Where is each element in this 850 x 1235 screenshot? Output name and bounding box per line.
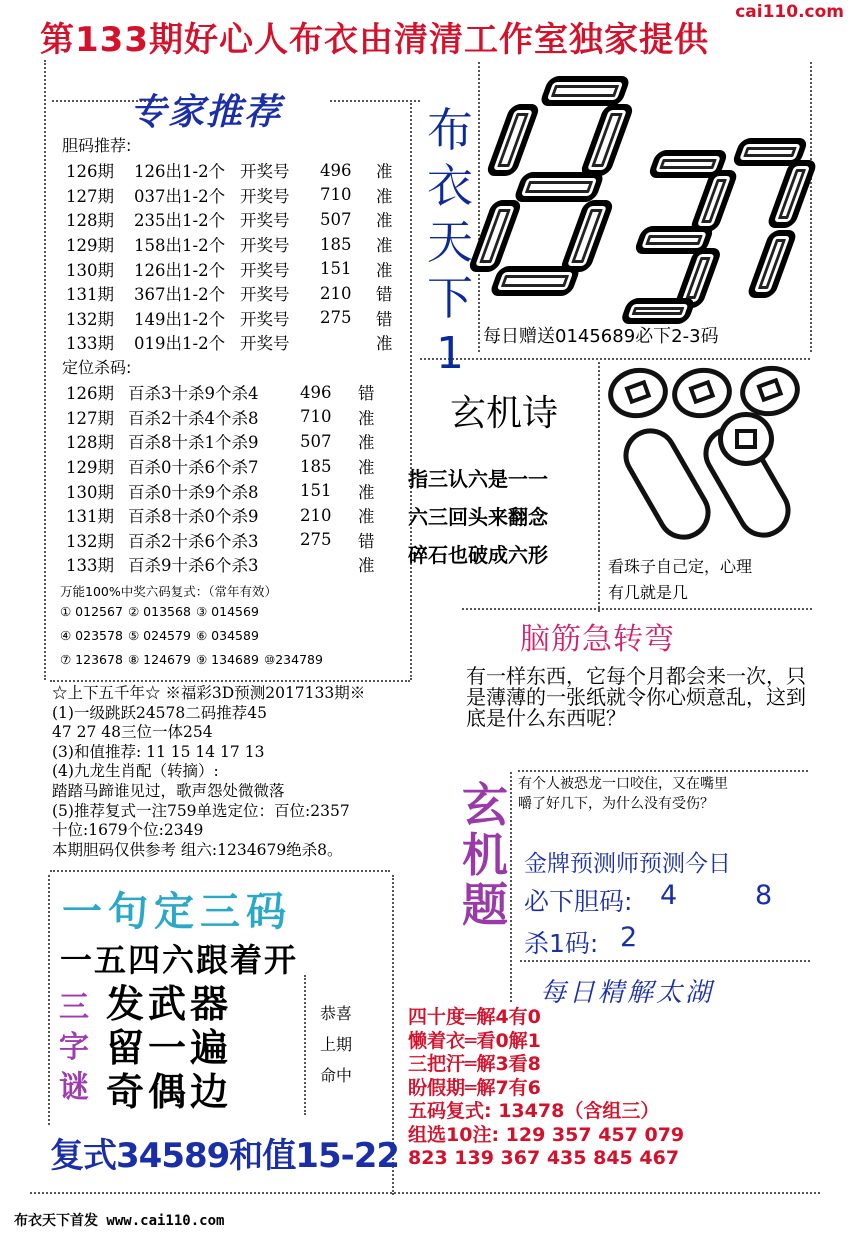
kill-cell: 131期 bbox=[66, 507, 114, 527]
congrats-line: 上期 bbox=[320, 1035, 353, 1054]
dan-cell: 准 bbox=[376, 211, 393, 231]
kill-cell: 507 bbox=[300, 431, 332, 451]
divider bbox=[50, 870, 390, 872]
sanzi-line: 奇偶边 bbox=[106, 1070, 233, 1114]
gold-title: 金牌预测师预测今日 bbox=[524, 851, 731, 877]
six-code-list bbox=[60, 604, 344, 676]
six-code: ⑦ 123678 bbox=[60, 652, 123, 667]
poem-lines bbox=[408, 460, 548, 574]
six-code: ⑥ 034589 bbox=[196, 628, 259, 643]
kill-cell: 错 bbox=[358, 531, 375, 551]
dan-cell: 151 bbox=[320, 259, 352, 279]
forecast-line: 十位:1679个位:2349 bbox=[52, 821, 204, 840]
dan-cell: 126期 bbox=[66, 162, 114, 182]
gold-kill-value: 2 bbox=[620, 922, 638, 953]
congrats-line: 恭喜 bbox=[320, 1004, 353, 1023]
dan-cell: 开奖号 bbox=[240, 334, 290, 354]
dan-cell bbox=[320, 330, 376, 355]
dan-cell: 开奖号 bbox=[240, 162, 290, 182]
dan-row bbox=[66, 232, 406, 257]
yiju-slogan: 一五四六跟着开 bbox=[60, 941, 299, 979]
divider bbox=[518, 770, 808, 772]
fushi-banner: 复式34589和值15-22 bbox=[50, 1136, 400, 1176]
divider bbox=[50, 680, 410, 682]
sanzi-riddle bbox=[106, 982, 232, 1114]
beads-caption-line: 看珠子自己定，心理 bbox=[608, 557, 753, 576]
dan-row bbox=[66, 183, 406, 208]
dan-row bbox=[66, 281, 406, 306]
kill-cell: 准 bbox=[358, 507, 375, 527]
buyi-char: 天 bbox=[427, 215, 473, 269]
six-row bbox=[60, 604, 344, 628]
kill-cell: 129期 bbox=[66, 458, 114, 478]
footer-text: 布衣天下首发 www.cai110.com bbox=[14, 1213, 225, 1229]
six-code: ⑩234789 bbox=[264, 652, 323, 667]
six-label: 万能100%中奖六码复式：（常年有效） bbox=[60, 584, 277, 599]
dan-cell: 367出1-2个 bbox=[134, 285, 226, 305]
six-row bbox=[60, 652, 344, 676]
kill-cell bbox=[300, 552, 358, 577]
kill-cell: 准 bbox=[358, 458, 375, 478]
kill-cell: 185 bbox=[300, 456, 332, 476]
buyi-vertical-title bbox=[420, 102, 480, 382]
dan-cell: 128期 bbox=[66, 211, 114, 231]
poem-line: 指三认六是一一 bbox=[408, 467, 548, 491]
brain-title: 脑筋急转弯 bbox=[520, 622, 675, 657]
kill-row bbox=[66, 503, 388, 528]
dan-cell: 准 bbox=[376, 260, 393, 280]
beads-art bbox=[600, 362, 810, 542]
dan-cell: 275 bbox=[320, 308, 352, 328]
gold-kill-label: 杀1码: bbox=[524, 929, 599, 958]
forecast-line: (4)九龙生肖配（转摘）: bbox=[52, 762, 219, 781]
divider bbox=[410, 100, 412, 680]
divider bbox=[30, 1192, 820, 1194]
dan-cell: 037出1-2个 bbox=[134, 186, 226, 206]
dan-cell: 185 bbox=[320, 234, 352, 254]
kill-row bbox=[66, 405, 388, 430]
expert-heading: 专家推荐 bbox=[130, 92, 283, 133]
kill-cell: 126期 bbox=[66, 384, 114, 404]
gold-must-a: 4 bbox=[660, 880, 678, 911]
beads-caption bbox=[608, 554, 752, 606]
sanzi-line: 发武器 bbox=[106, 982, 233, 1026]
dan-cell: 210 bbox=[320, 283, 352, 303]
sanzi-label bbox=[54, 988, 94, 1108]
congrats-note bbox=[320, 998, 352, 1091]
kill-cell: 百杀9十杀6个杀3 bbox=[128, 556, 259, 576]
divider bbox=[520, 960, 810, 962]
kill-table bbox=[66, 380, 388, 577]
xuanji-char: 玄 bbox=[462, 778, 508, 832]
poem-title: 玄机诗 bbox=[450, 393, 559, 434]
taihu-line: 五码复式: 13478（含组三） bbox=[408, 1100, 660, 1122]
kill-row bbox=[66, 478, 388, 503]
six-code: ⑧ 124679 bbox=[128, 652, 191, 667]
sanzi-char: 三 bbox=[59, 990, 89, 1025]
dan-cell: 126出1-2个 bbox=[134, 260, 226, 280]
six-row bbox=[60, 628, 344, 652]
dan-cell: 错 bbox=[376, 309, 393, 329]
divider bbox=[462, 608, 812, 610]
brand-watermark: cai110.com bbox=[735, 2, 844, 22]
xuanji-line: 嚼了好几下，为什么没有受伤？ bbox=[518, 796, 714, 812]
dan-row bbox=[66, 256, 406, 281]
dan-cell: 开奖号 bbox=[240, 186, 290, 206]
dan-cell: 507 bbox=[320, 209, 352, 229]
taihu-line: 三把汗═解3看8 bbox=[408, 1053, 541, 1075]
kill-cell: 128期 bbox=[66, 433, 114, 453]
dan-cell: 开奖号 bbox=[240, 211, 290, 231]
dan-cell: 158出1-2个 bbox=[134, 236, 226, 256]
kill-cell: 准 bbox=[358, 433, 375, 453]
kill-row bbox=[66, 528, 388, 553]
dan-cell: 错 bbox=[376, 285, 393, 305]
sanzi-char: 字 bbox=[59, 1030, 89, 1065]
dan-cell: 开奖号 bbox=[240, 285, 290, 305]
dan-label: 胆码推荐: bbox=[62, 136, 132, 155]
xuanji-line: 有个人被恐龙一口咬住，又在嘴里 bbox=[518, 776, 728, 792]
xuanji-question bbox=[518, 774, 728, 814]
taihu-title: 每日精解太湖 bbox=[540, 978, 715, 1008]
dan-cell: 132期 bbox=[66, 309, 114, 329]
kill-cell: 151 bbox=[300, 481, 332, 501]
dan-cell: 496 bbox=[320, 160, 352, 180]
kill-cell: 百杀2十杀6个杀3 bbox=[128, 531, 259, 551]
kill-row bbox=[66, 429, 388, 454]
kill-cell: 准 bbox=[358, 408, 375, 428]
kill-cell: 错 bbox=[358, 384, 375, 404]
six-code: ⑨ 134689 bbox=[196, 652, 259, 667]
forecast-line: ☆上下五千年☆ ※福彩3D预测2017133期※ bbox=[52, 684, 366, 702]
kill-cell: 百杀8十杀1个杀9 bbox=[128, 433, 259, 453]
dan-row bbox=[66, 207, 406, 232]
beads-caption-line: 有几就是几 bbox=[608, 583, 689, 602]
forecast-line: 本期胆码仅供参考 组六:1234679绝杀8。 bbox=[52, 840, 343, 859]
kill-cell: 275 bbox=[300, 530, 332, 550]
divider bbox=[48, 875, 50, 1125]
taihu-lines bbox=[408, 1006, 684, 1171]
six-code: ② 013568 bbox=[128, 604, 191, 619]
dan-row bbox=[66, 306, 406, 331]
poem-line: 六三回头来翻念 bbox=[408, 505, 548, 529]
dan-cell: 129期 bbox=[66, 236, 114, 256]
dan-cell: 127期 bbox=[66, 186, 114, 206]
dan-row bbox=[66, 158, 406, 183]
kill-row bbox=[66, 552, 388, 577]
forecast-line: (3)和值推荐: 11 15 14 17 13 bbox=[52, 742, 265, 761]
six-code: ③ 014569 bbox=[196, 604, 259, 619]
xuanji-title bbox=[455, 780, 515, 930]
six-code: ① 012567 bbox=[60, 604, 123, 619]
page-title: 第133期好心人布衣由清清工作室独家提供 bbox=[40, 20, 709, 60]
dan-row bbox=[66, 330, 406, 355]
kill-row bbox=[66, 454, 388, 479]
divider bbox=[330, 100, 420, 102]
buyi-char: 布 bbox=[427, 103, 473, 157]
forecast-line: (5)推荐复式一注759单选定位：百位:2357 bbox=[52, 801, 350, 820]
six-code: ④ 023578 bbox=[60, 628, 123, 643]
congrats-line: 命中 bbox=[320, 1066, 353, 1085]
kill-cell: 710 bbox=[300, 407, 332, 427]
left-border bbox=[44, 60, 46, 680]
dan-table bbox=[66, 158, 406, 355]
kill-label: 定位杀码: bbox=[62, 358, 132, 377]
dan-cell: 准 bbox=[376, 334, 393, 354]
kill-cell: 百杀2十杀4个杀8 bbox=[128, 408, 259, 428]
dan-cell: 149出1-2个 bbox=[134, 309, 226, 329]
gold-must-label: 必下胆码: bbox=[524, 887, 633, 916]
buyi-char: 1 bbox=[436, 328, 464, 379]
sanzi-line: 留一遍 bbox=[106, 1026, 233, 1070]
kill-cell: 496 bbox=[300, 382, 332, 402]
dan-cell: 开奖号 bbox=[240, 309, 290, 329]
forecast-line: 47 27 48三位一体254 bbox=[52, 723, 213, 742]
dan-cell: 019出1-2个 bbox=[134, 334, 226, 354]
buyi-char: 衣 bbox=[427, 159, 473, 213]
xuanji-char: 机 bbox=[462, 828, 508, 882]
taihu-line: 四十度═解4有0 bbox=[408, 1006, 541, 1028]
taihu-line: 823 139 367 435 845 467 bbox=[408, 1147, 680, 1169]
dan-cell: 133期 bbox=[66, 334, 114, 354]
xuanji-char: 题 bbox=[462, 878, 508, 932]
six-code: ⑤ 024579 bbox=[128, 628, 191, 643]
kill-cell: 百杀3十杀9个杀4 bbox=[128, 384, 259, 404]
kill-cell: 百杀0十杀6个杀7 bbox=[128, 458, 259, 478]
forecast-block bbox=[52, 684, 365, 860]
kill-cell: 百杀8十杀0个杀9 bbox=[128, 507, 259, 527]
kill-cell: 127期 bbox=[66, 408, 114, 428]
kill-cell: 133期 bbox=[66, 556, 114, 576]
gift-text: 每日赠送0145689必下2-3码 bbox=[483, 326, 719, 347]
dan-cell: 准 bbox=[376, 162, 393, 182]
taihu-line: 盼假期═解7有6 bbox=[408, 1076, 541, 1099]
taihu-line: 组选10注: 129 357 457 079 bbox=[408, 1123, 685, 1146]
dan-cell: 710 bbox=[320, 185, 352, 205]
buyi-char: 下 bbox=[427, 271, 473, 325]
forecast-line: (1)一级跳跃24578二码推荐45 bbox=[52, 703, 267, 722]
kill-cell: 百杀0十杀9个杀8 bbox=[128, 482, 259, 502]
divider bbox=[304, 975, 306, 1115]
kill-cell: 130期 bbox=[66, 482, 114, 502]
dan-cell: 131期 bbox=[66, 285, 114, 305]
dan-cell: 开奖号 bbox=[240, 236, 290, 256]
dan-cell: 235出1-2个 bbox=[134, 211, 226, 231]
divider bbox=[810, 62, 812, 352]
dan-cell: 准 bbox=[376, 236, 393, 256]
sanzi-char: 谜 bbox=[59, 1070, 89, 1105]
forecast-line: 踏踏马蹄谁见过，歌声怨处微微落 bbox=[52, 781, 285, 800]
kill-cell: 210 bbox=[300, 505, 332, 525]
dan-cell: 开奖号 bbox=[240, 260, 290, 280]
dan-cell: 准 bbox=[376, 186, 393, 206]
gold-must-b: 8 bbox=[755, 880, 773, 911]
kill-cell: 准 bbox=[358, 556, 375, 576]
dan-cell: 126出1-2个 bbox=[134, 162, 226, 182]
kill-row bbox=[66, 380, 388, 405]
dan-cell: 130期 bbox=[66, 260, 114, 280]
brain-question: 有一样东西，它每个月都会来一次，只是薄薄的一张纸就令你心烦意乱，这到底是什么东西呢？ bbox=[466, 664, 806, 730]
taihu-line: 懒着衣═看0解1 bbox=[408, 1029, 541, 1052]
yiju-title: 一句定三码 bbox=[62, 889, 292, 935]
kill-cell: 准 bbox=[358, 482, 375, 502]
big-digits-art bbox=[488, 72, 808, 322]
poem-line: 碎石也破成六形 bbox=[408, 543, 548, 567]
kill-cell: 132期 bbox=[66, 531, 114, 551]
